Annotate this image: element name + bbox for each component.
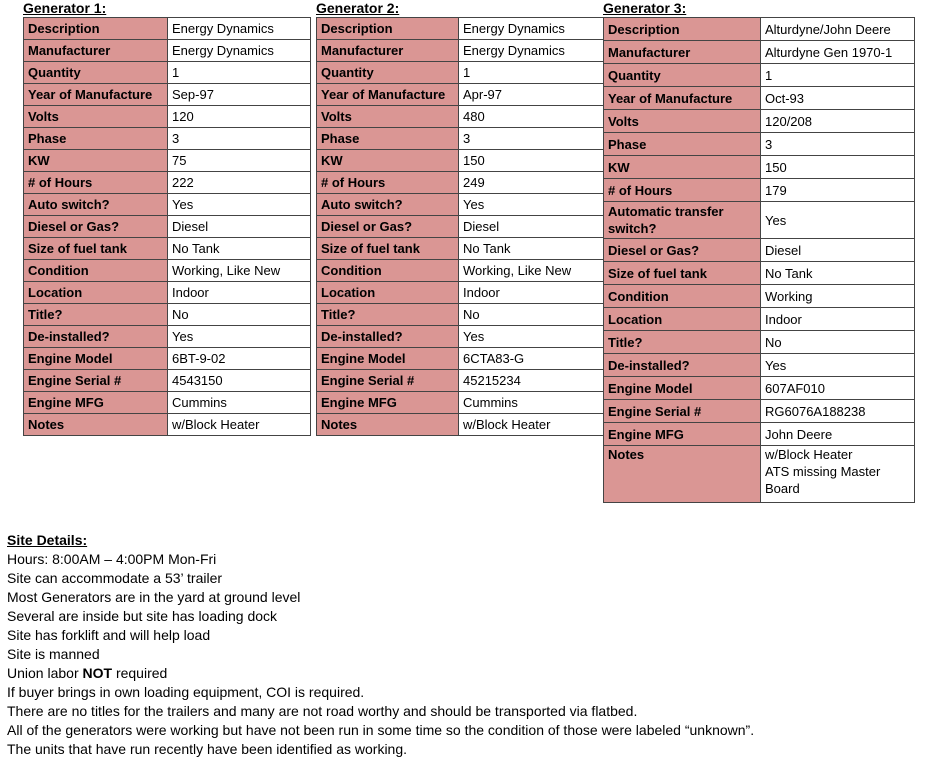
spec-label: Engine Serial #	[317, 370, 459, 392]
spec-row	[317, 370, 605, 392]
spec-row	[24, 370, 311, 392]
site-line: If buyer brings in own loading equipment, COI is required.	[7, 684, 365, 700]
spec-value: 480	[459, 106, 605, 128]
spec-row	[604, 133, 915, 156]
spec-value: 3	[168, 128, 311, 150]
spec-row	[24, 106, 311, 128]
spec-value: No Tank	[761, 262, 915, 285]
spec-row	[604, 179, 915, 202]
union-not-text: NOT	[82, 665, 113, 681]
spec-value: 222	[168, 172, 311, 194]
spec-value: 150	[761, 156, 915, 179]
generator-1-table	[23, 17, 311, 436]
spec-value: 1	[761, 64, 915, 87]
spec-row	[24, 128, 311, 150]
spec-row	[604, 423, 915, 446]
spec-label: Engine Model	[604, 377, 761, 400]
spec-value: 179	[761, 179, 915, 202]
spec-value: No Tank	[168, 238, 311, 260]
spec-value: Alturdyne/John Deere	[761, 18, 915, 41]
spec-row	[24, 304, 311, 326]
spec-row	[604, 156, 915, 179]
spec-label: Engine MFG	[604, 423, 761, 446]
spec-label: Volts	[317, 106, 459, 128]
spec-value: Working, Like New	[459, 260, 605, 282]
spec-label: Quantity	[24, 62, 168, 84]
spec-value: 120	[168, 106, 311, 128]
spec-row	[604, 308, 915, 331]
spec-label: Engine Model	[24, 348, 168, 370]
spec-label: Description	[24, 18, 168, 40]
spec-row	[24, 282, 311, 304]
spec-row	[604, 285, 915, 308]
spec-label: KW	[604, 156, 761, 179]
spec-value: Yes	[761, 202, 915, 239]
spec-row	[317, 106, 605, 128]
spec-value: w/Block Heater	[168, 414, 311, 436]
spec-value: John Deere	[761, 423, 915, 446]
spec-row	[317, 172, 605, 194]
spec-value: Indoor	[168, 282, 311, 304]
spec-value: Working	[761, 285, 915, 308]
spec-label: Year of Manufacture	[604, 87, 761, 110]
spec-row	[24, 40, 311, 62]
spec-value: Yes	[168, 194, 311, 216]
spec-label: KW	[24, 150, 168, 172]
generator-2-section	[316, 0, 605, 436]
spec-value: Indoor	[761, 308, 915, 331]
spec-row	[317, 62, 605, 84]
spec-label: Notes	[24, 414, 168, 436]
spec-row	[317, 18, 605, 40]
spec-row	[24, 172, 311, 194]
site-line: Hours: 8:00AM – 4:00PM Mon-Fri	[7, 551, 217, 567]
spec-value: RG6076A188238	[761, 400, 915, 423]
spec-value: Cummins	[459, 392, 605, 414]
spec-label: De-installed?	[317, 326, 459, 348]
spec-row	[24, 238, 311, 260]
spec-label: # of Hours	[317, 172, 459, 194]
generator-1-title: Generator 1:	[23, 0, 107, 16]
spec-row	[604, 64, 915, 87]
spec-value: Yes	[761, 354, 915, 377]
generator-1-section	[23, 0, 311, 436]
spec-label: Condition	[317, 260, 459, 282]
spec-label: Location	[24, 282, 168, 304]
spec-label: Description	[317, 18, 459, 40]
spec-value: 1	[459, 62, 605, 84]
spec-row	[604, 18, 915, 41]
generator-2-title: Generator 2:	[316, 0, 400, 16]
spec-row	[604, 202, 915, 239]
spec-value: No Tank	[459, 238, 605, 260]
spec-label: Location	[604, 308, 761, 331]
site-details-title: Site Details:	[7, 532, 88, 548]
spec-row	[604, 377, 915, 400]
spec-row	[604, 239, 915, 262]
spec-row	[24, 348, 311, 370]
spec-value: 75	[168, 150, 311, 172]
spec-label: Engine Model	[317, 348, 459, 370]
spec-row	[317, 150, 605, 172]
spec-row	[24, 62, 311, 84]
spec-row	[317, 238, 605, 260]
generator-3-section	[603, 0, 915, 503]
spec-value: No	[168, 304, 311, 326]
spec-row	[24, 414, 311, 436]
spec-row	[604, 354, 915, 377]
spec-label: Description	[604, 18, 761, 41]
spec-label: Notes	[317, 414, 459, 436]
spec-label: Auto switch?	[317, 194, 459, 216]
site-line: There are no titles for the trailers and many are not road worthy and should be transported via flatbed.	[7, 703, 638, 719]
spec-row	[24, 84, 311, 106]
spec-label: Automatic transfer switch?	[604, 202, 761, 239]
spec-label: Engine MFG	[317, 392, 459, 414]
spec-label: Engine MFG	[24, 392, 168, 414]
spec-row	[24, 216, 311, 238]
spec-label: De-installed?	[604, 354, 761, 377]
spec-value: 120/208	[761, 110, 915, 133]
spec-value: Yes	[168, 326, 311, 348]
spec-row	[317, 414, 605, 436]
generator-3-title: Generator 3:	[603, 0, 687, 16]
spec-row	[604, 87, 915, 110]
spec-value: 3	[761, 133, 915, 156]
spec-label: Year of Manufacture	[317, 84, 459, 106]
spec-value: Cummins	[168, 392, 311, 414]
spec-label: Size of fuel tank	[317, 238, 459, 260]
spec-value: Yes	[459, 194, 605, 216]
spec-label: Auto switch?	[24, 194, 168, 216]
spec-row	[317, 128, 605, 150]
site-line: All of the generators were working but have not been run in some time so the condition of those were labeled “unknown”.	[7, 722, 755, 738]
spec-label: Year of Manufacture	[24, 84, 168, 106]
spec-value: Diesel	[459, 216, 605, 238]
spec-row	[604, 331, 915, 354]
spec-row	[317, 260, 605, 282]
spec-row	[317, 40, 605, 62]
spec-value: Energy Dynamics	[168, 40, 311, 62]
spec-row	[604, 41, 915, 64]
spec-row	[317, 194, 605, 216]
spec-label: Title?	[24, 304, 168, 326]
spec-label: Quantity	[317, 62, 459, 84]
spec-value: Indoor	[459, 282, 605, 304]
site-line-union	[7, 664, 754, 683]
spec-row	[317, 392, 605, 414]
spec-label: Diesel or Gas?	[604, 239, 761, 262]
union-text: required	[112, 665, 168, 681]
spec-label: Manufacturer	[317, 40, 459, 62]
spec-value: 1	[168, 62, 311, 84]
site-line: Several are inside but site has loading dock	[7, 608, 278, 624]
spec-value: 6CTA83-G	[459, 348, 605, 370]
spec-label: Volts	[24, 106, 168, 128]
spec-label: Quantity	[604, 64, 761, 87]
spec-label: Engine Serial #	[24, 370, 168, 392]
site-line: Site can accommodate a 53’ trailer	[7, 570, 223, 586]
spec-value: 4543150	[168, 370, 311, 392]
spec-value: 3	[459, 128, 605, 150]
spec-label: Volts	[604, 110, 761, 133]
spec-row	[24, 260, 311, 282]
spec-value: Diesel	[761, 239, 915, 262]
spec-value: Diesel	[168, 216, 311, 238]
spec-label: Notes	[604, 446, 761, 503]
spec-label: Location	[317, 282, 459, 304]
spec-row	[24, 18, 311, 40]
spec-label: Condition	[24, 260, 168, 282]
spec-value: w/Block Heater ATS missing Master Board	[761, 446, 915, 503]
spec-label: Phase	[24, 128, 168, 150]
spec-label: Engine Serial #	[604, 400, 761, 423]
spec-label: Diesel or Gas?	[317, 216, 459, 238]
spec-value: Yes	[459, 326, 605, 348]
spec-value: Alturdyne Gen 1970-1	[761, 41, 915, 64]
spec-label: Title?	[604, 331, 761, 354]
spec-row	[24, 326, 311, 348]
spec-label: Size of fuel tank	[604, 262, 761, 285]
spec-value: No	[761, 331, 915, 354]
spec-row	[604, 262, 915, 285]
spec-row	[24, 392, 311, 414]
site-line: Most Generators are in the yard at ground level	[7, 589, 301, 605]
spec-label: # of Hours	[24, 172, 168, 194]
spec-row	[604, 400, 915, 423]
spec-value: Energy Dynamics	[168, 18, 311, 40]
generator-2-table	[316, 17, 605, 436]
spec-row	[317, 348, 605, 370]
spec-row	[604, 110, 915, 133]
spec-row	[317, 282, 605, 304]
spec-value: Apr-97	[459, 84, 605, 106]
spec-row	[317, 304, 605, 326]
site-details	[7, 531, 754, 759]
spec-label: KW	[317, 150, 459, 172]
spec-label: Phase	[604, 133, 761, 156]
spec-label: Title?	[317, 304, 459, 326]
spec-label: De-installed?	[24, 326, 168, 348]
spec-row	[24, 150, 311, 172]
spec-label: Size of fuel tank	[24, 238, 168, 260]
spec-value: Energy Dynamics	[459, 18, 605, 40]
site-line: Site is manned	[7, 646, 100, 662]
spec-value: w/Block Heater	[459, 414, 605, 436]
spec-row	[317, 84, 605, 106]
spec-row	[604, 446, 915, 503]
spec-value: 249	[459, 172, 605, 194]
spec-value: 45215234	[459, 370, 605, 392]
spec-value: 150	[459, 150, 605, 172]
spec-label: Manufacturer	[604, 41, 761, 64]
generator-3-table	[603, 17, 915, 503]
spec-row	[317, 326, 605, 348]
site-line: Site has forklift and will help load	[7, 627, 211, 643]
spec-label: Manufacturer	[24, 40, 168, 62]
spec-label: # of Hours	[604, 179, 761, 202]
spec-value: No	[459, 304, 605, 326]
spec-label: Phase	[317, 128, 459, 150]
spec-value: Sep-97	[168, 84, 311, 106]
spec-label: Diesel or Gas?	[24, 216, 168, 238]
spec-value: 607AF010	[761, 377, 915, 400]
spec-value: 6BT-9-02	[168, 348, 311, 370]
spec-label: Condition	[604, 285, 761, 308]
spec-row	[24, 194, 311, 216]
spec-value: Oct-93	[761, 87, 915, 110]
union-text: Union labor	[7, 665, 83, 681]
spec-value: Working, Like New	[168, 260, 311, 282]
site-line: The units that have run recently have been identified as working.	[7, 741, 408, 757]
spec-row	[317, 216, 605, 238]
spec-value: Energy Dynamics	[459, 40, 605, 62]
